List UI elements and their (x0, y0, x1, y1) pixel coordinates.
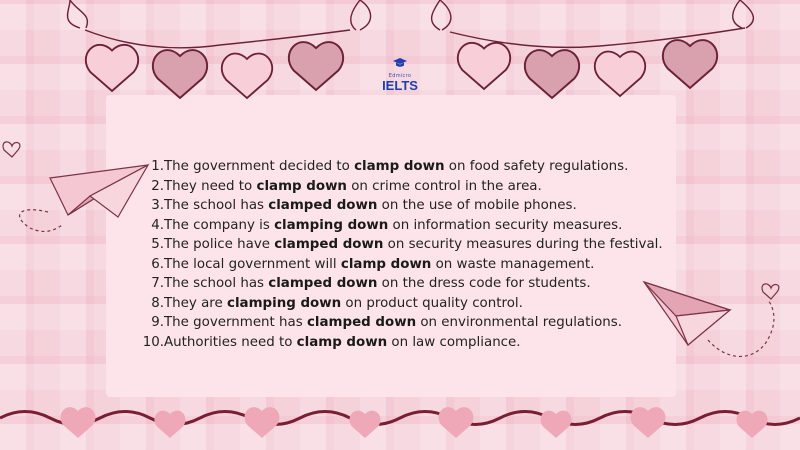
item-text (164, 196, 577, 216)
phrase-highlight: clamping down (274, 217, 389, 233)
item-number: 3. (151, 198, 164, 213)
list-item (138, 255, 678, 275)
item-text (164, 274, 591, 294)
phrase-highlight: clamped down (268, 276, 378, 291)
sentence-start: The school has (164, 276, 269, 291)
sentence-start: The government decided to (164, 159, 355, 174)
item-number: 9. (151, 315, 164, 330)
list-item (138, 216, 678, 236)
phrase-highlight: clamp down (296, 334, 388, 350)
sentence-start: They need to (164, 178, 257, 194)
sentence-end: on environmental regulations. (416, 315, 623, 330)
item-number: 1. (151, 159, 164, 174)
graduation-cap-icon (393, 58, 407, 68)
example-sentence-list (138, 157, 678, 352)
item-number: 5. (151, 237, 164, 252)
list-item (138, 177, 678, 197)
sentence-start: Authorities need to (164, 334, 297, 350)
item-text (164, 333, 521, 353)
item-text (164, 216, 622, 236)
sentence-end: on food safety regulations. (444, 159, 629, 174)
list-item (138, 157, 678, 177)
item-number: 4. (151, 217, 164, 233)
sentence-start: The company is (164, 217, 275, 233)
item-number: 2. (151, 178, 164, 194)
item-number: 7. (151, 276, 164, 291)
phrase-highlight: clamping down (227, 295, 342, 311)
sentence-end: on waste management. (431, 256, 595, 272)
sentence-start: The government has (164, 315, 307, 330)
list-item (138, 333, 678, 353)
item-text (164, 177, 542, 197)
sentence-end: on crime control in the area. (346, 178, 542, 194)
item-text (164, 235, 663, 255)
brand-name: IELTS (382, 78, 418, 93)
phrase-highlight: clamp down (354, 159, 445, 174)
item-text (164, 157, 628, 177)
phrase-highlight: clamp down (256, 178, 347, 194)
list-item (138, 313, 678, 333)
list-item (138, 196, 678, 216)
sentence-start: The school has (164, 198, 269, 213)
item-text (164, 255, 594, 275)
brand-tagline: Edmicro (388, 73, 412, 79)
phrase-highlight: clamped down (306, 315, 417, 330)
sentence-end: on law compliance. (387, 334, 521, 350)
phrase-highlight: clamped down (268, 198, 378, 213)
phrase-highlight: clamped down (274, 237, 384, 252)
item-text (164, 294, 523, 314)
phrase-highlight: clamp down (340, 256, 432, 272)
list-item (138, 274, 678, 294)
brand-logo (378, 53, 422, 92)
list-item (138, 235, 678, 255)
sentence-end: on information security measures. (388, 217, 623, 233)
item-number: 10. (142, 334, 164, 350)
sentence-start: The police have (164, 237, 275, 252)
sentence-start: They are (164, 295, 227, 311)
item-number: 6. (151, 256, 164, 272)
sentence-end: on the dress code for students. (377, 276, 591, 291)
sentence-end: on security measures during the festival. (383, 237, 663, 252)
list-item (138, 294, 678, 314)
item-number: 8. (151, 295, 164, 311)
sentence-start: The local government will (164, 256, 341, 272)
sentence-end: on product quality control. (341, 295, 523, 311)
sentence-end: on the use of mobile phones. (377, 198, 577, 213)
item-text (164, 313, 622, 333)
